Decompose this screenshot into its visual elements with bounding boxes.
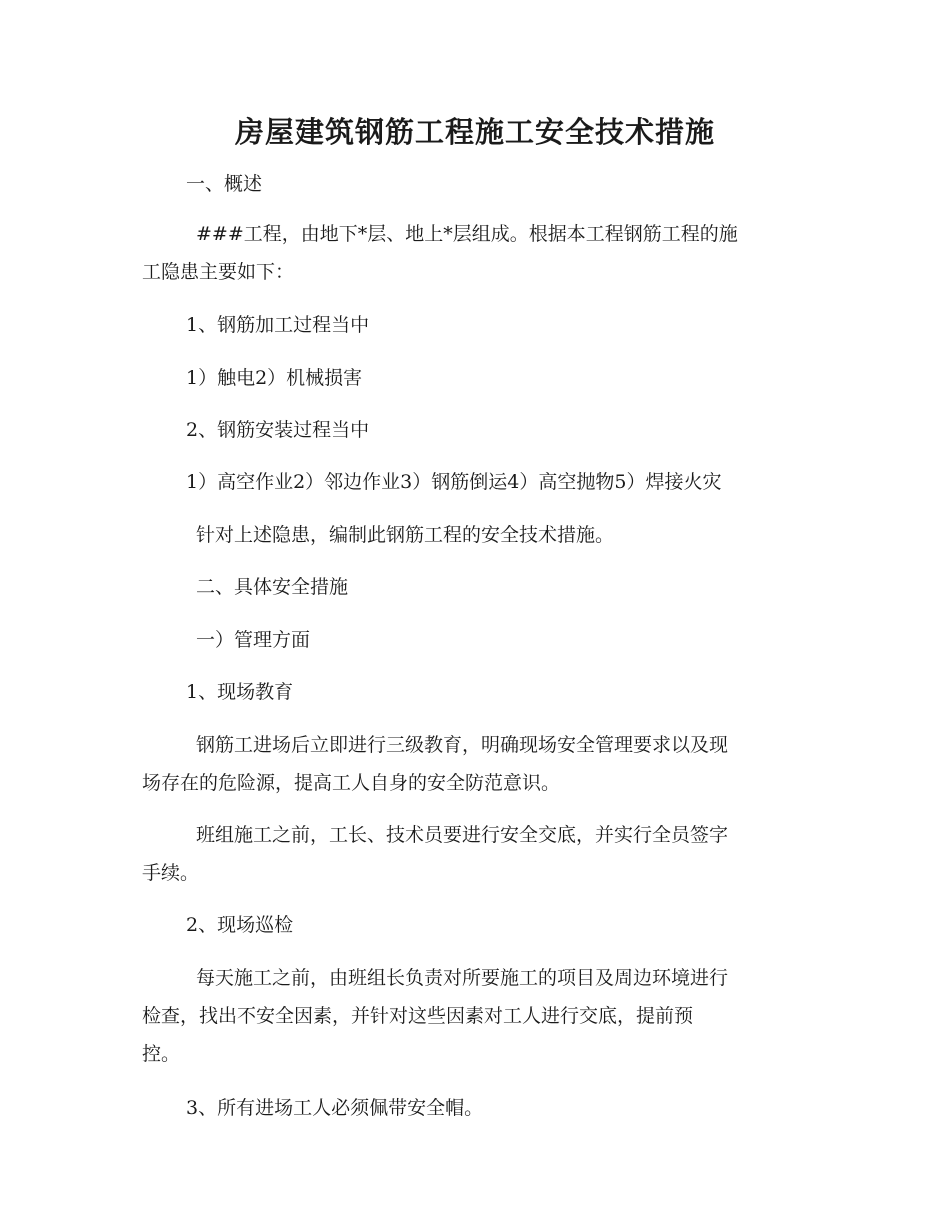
list-heading: 1、钢筋加工过程当中 — [186, 314, 370, 336]
paragraph-line: 检查，找出不安全因素，并针对这些因素对工人进行交底，提前预 — [142, 1005, 694, 1027]
list-item: 1）高空作业2）邻边作业3）钢筋倒运4）高空抛物5）焊接火灾 — [186, 471, 722, 493]
paragraph-line: 场存在的危险源，提高工人自身的安全防范意识。 — [142, 772, 561, 794]
list-heading: 1、现场教育 — [186, 681, 294, 703]
paragraph-line: 控。 — [142, 1043, 181, 1065]
list-heading: 2、钢筋安装过程当中 — [186, 419, 370, 441]
list-heading: 2、现场巡检 — [186, 914, 294, 936]
paragraph-line: 手续。 — [142, 862, 200, 884]
list-heading: 3、所有进场工人必须佩带安全帽。 — [186, 1097, 484, 1119]
paragraph-line: 针对上述隐患，编制此钢筋工程的安全技术措施。 — [196, 524, 615, 546]
paragraph-line: 班组施工之前，工长、技术员要进行安全交底，并实行全员签字 — [196, 824, 729, 846]
paragraph-line: ###工程，由地下*层、地上*层组成。根据本工程钢筋工程的施 — [196, 223, 738, 245]
paragraph-line: 钢筋工进场后立即进行三级教育，明确现场安全管理要求以及现 — [196, 734, 729, 756]
list-item: 1）触电2）机械损害 — [186, 367, 363, 389]
paragraph-line: 每天施工之前，由班组长负责对所要施工的项目及周边环境进行 — [196, 967, 729, 989]
section-heading-overview: 一、概述 — [186, 173, 263, 195]
section-heading-measures: 二、具体安全措施 — [196, 576, 349, 598]
document-title: 房屋建筑钢筋工程施工安全技术措施 — [234, 115, 715, 149]
subsection-heading: 一）管理方面 — [196, 629, 311, 651]
paragraph-line: 工隐患主要如下： — [142, 261, 295, 283]
